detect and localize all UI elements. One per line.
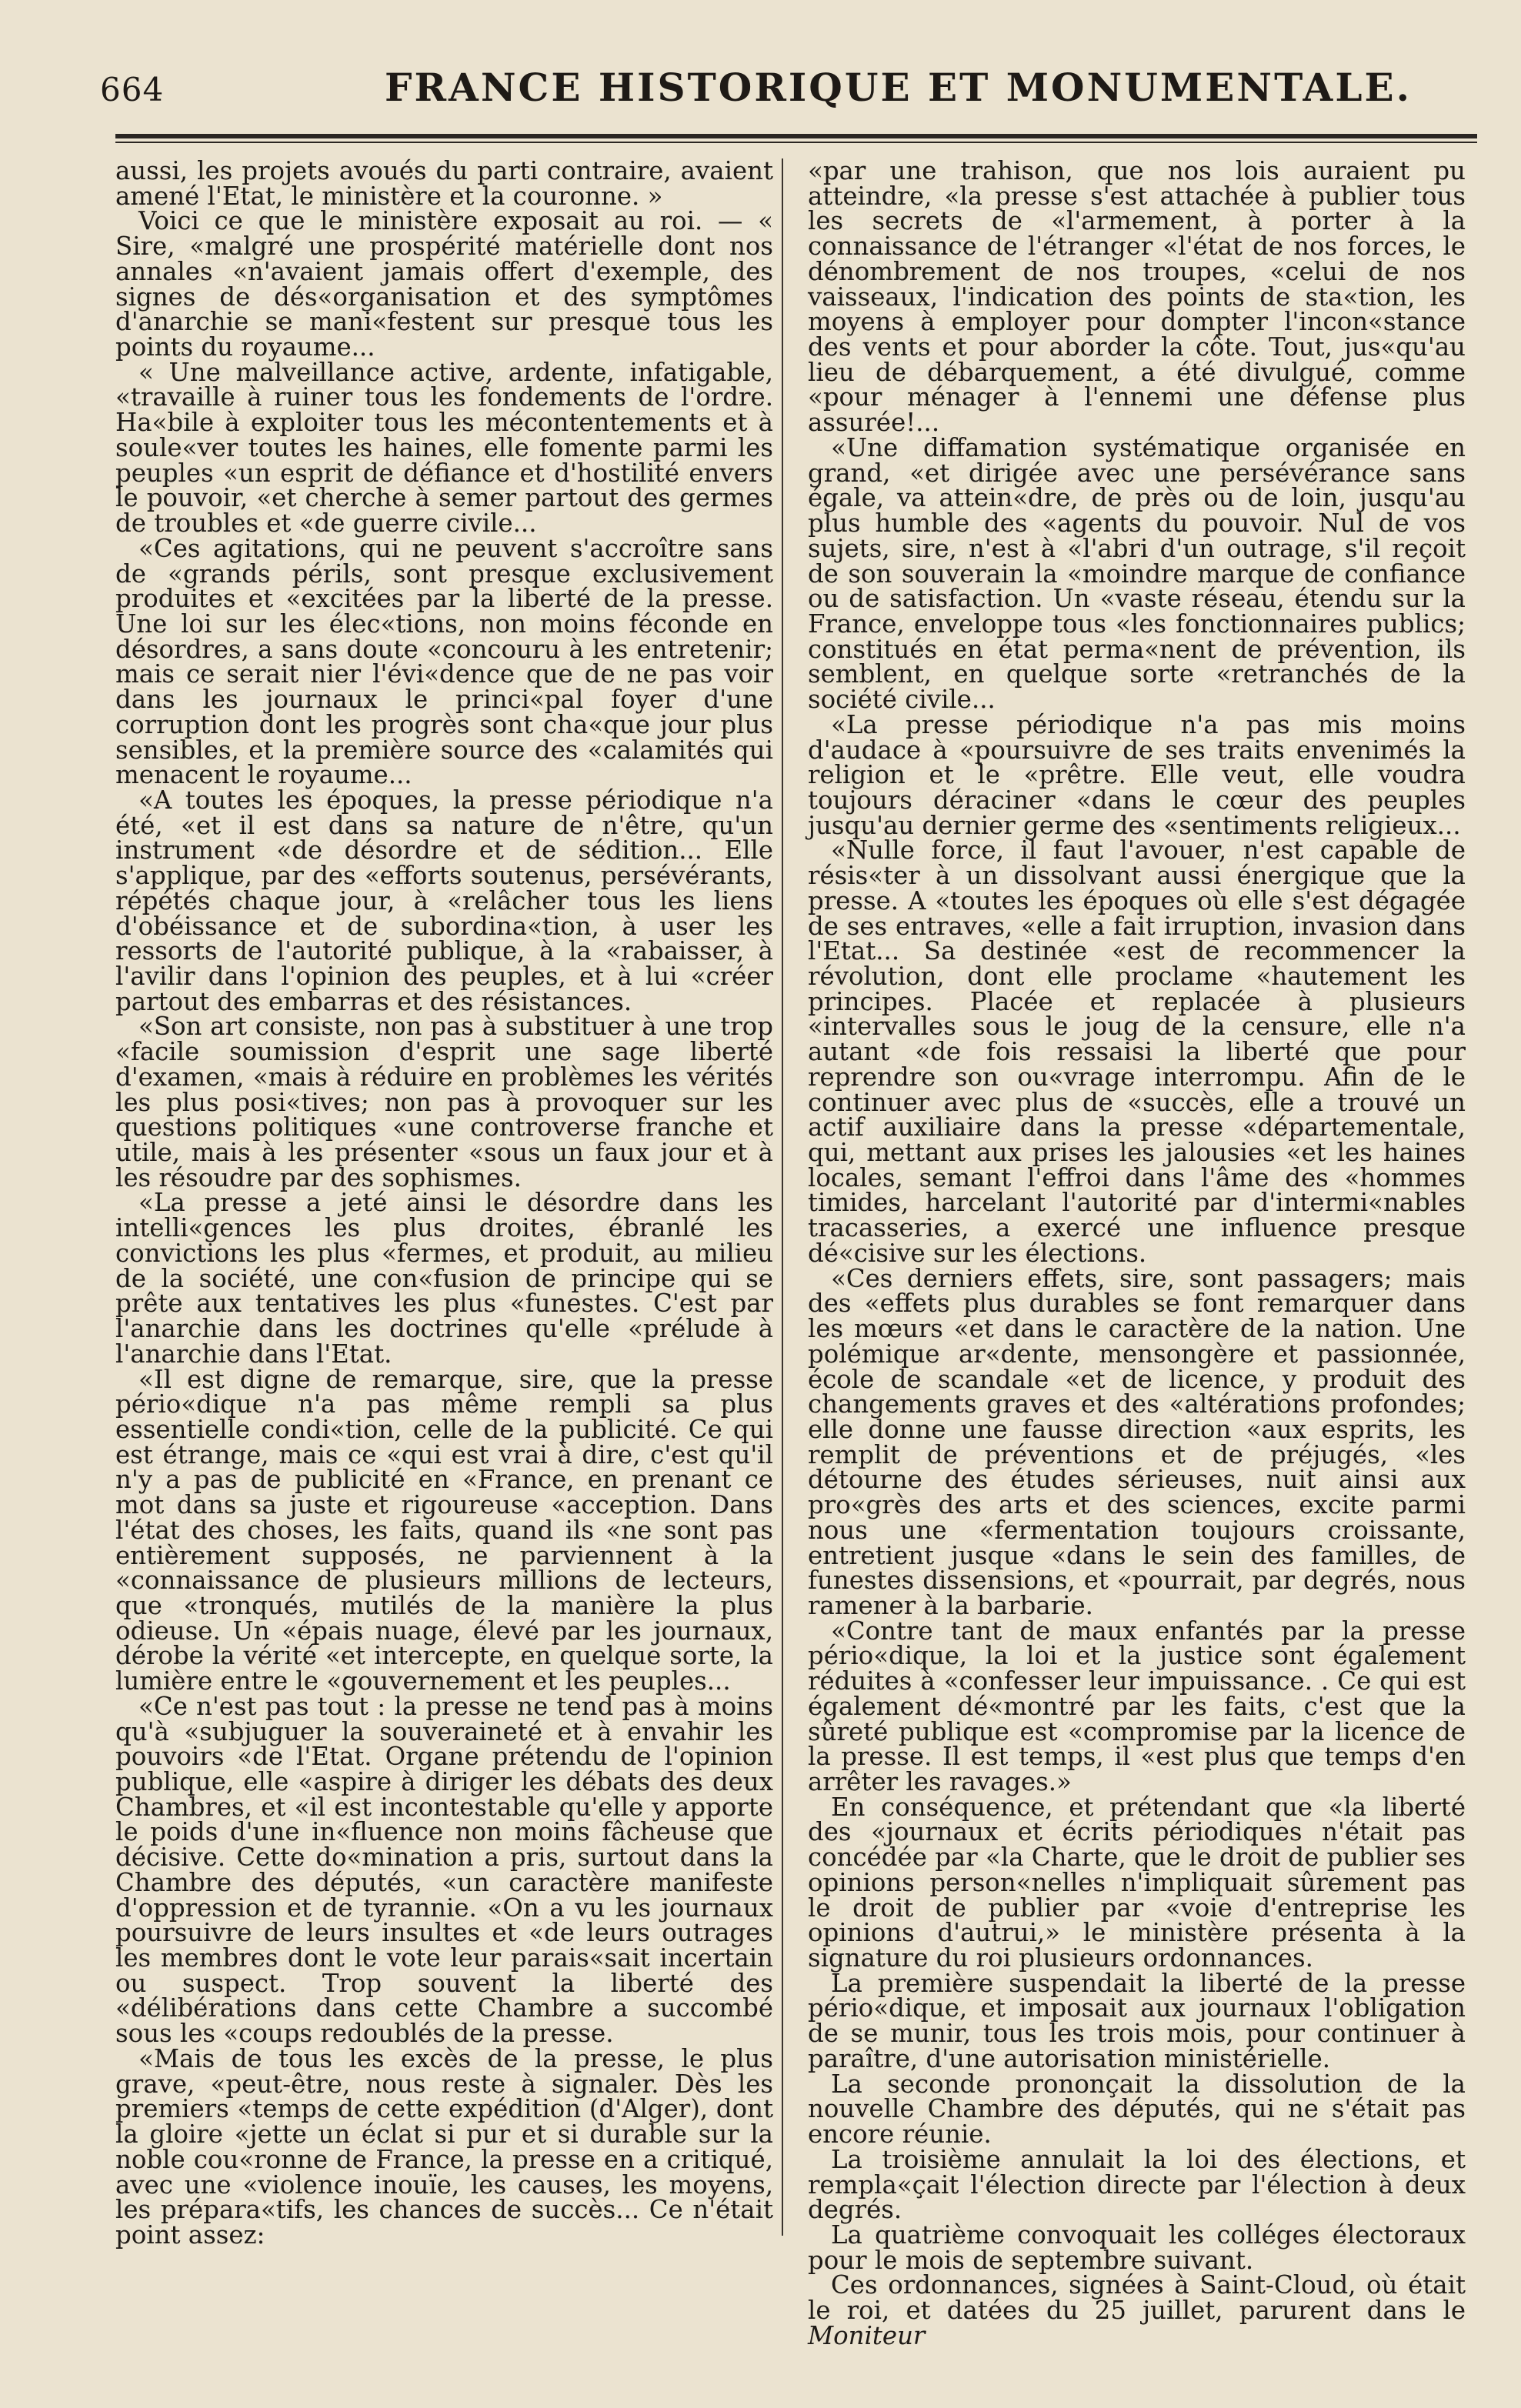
paragraph: Voici ce que le ministère exposait au roi. — « Sire, «malgré une prospérité matérielle dont nos annales «n'avaient jamais offert d'exemple, des signes de dés«organisation et des symptômes d'anarchie se mani«festent sur presque tous les points du royaume... — [115, 206, 773, 362]
paragraph: La quatrième convoquait les colléges électoraux pour le mois de septembre suivant. — [808, 2220, 1466, 2275]
paragraph: «La presse a jeté ainsi le désordre dans les intelli«gences les plus droites, ébranlé les convictions les plus «fermes, et produit, au milieu de la société, une con«fusion de principe qui se prête aux tentatives les plus «funestes. C'est par l'anarchie dans les doctrines qu'elle «prélude à l'anarchie dans l'Etat. — [115, 1188, 773, 1369]
paragraph: La première suspendait la liberté de la presse pério«dique, et imposait aux journaux l'obligation de se munir, tous les trois mois, pour continuer à paraître, d'une autorisation ministérielle. — [808, 1968, 1466, 2073]
paragraph: En conséquence, et prétendant que «la liberté des «journaux et écrits périodiques n'était pas concédée par «la Charte, que le droit de publier ses opinions person«nelles n'impliquait sûrement pas le droit de publier par «voie d'entreprise les opinions d'autrui,» le ministère présenta à la signature du roi plusieurs ordonnances. — [808, 1792, 1466, 1973]
header-rule-thick — [115, 134, 1477, 138]
paragraph: «Ce n'est pas tout : la presse ne tend pas à moins qu'à «subjuguer la souveraineté et à envahir les pouvoirs «de l'Etat. Organe prétendu de l'opinion publique, elle «aspire à diriger les débats des deux Chambres, et «il est incontestable qu'elle y apporte le poids d'une in«fluence non moins fâcheuse que décisive. Cette do«mination a pris, surtout dans la Chambre des députés, «un caractère manifeste d'oppression et de tyrannie. «On a vu les journaux poursuivre de leurs insultes et «de leurs outrages les membres dont le vote leur parais«sait incertain ou suspect. Trop souvent la liberté des «délibérations dans cette Chambre a succombé sous les «coups redoublés de la presse. — [115, 1691, 773, 2049]
paragraph: «Ces agitations, qui ne peuvent s'accroître sans de «grands périls, sont presque exclusivement produites et «excitées par la liberté de la presse. Une loi sur les élec«tions, non moins féconde en désordres, a sans doute «concouru à les entretenir; mais ce serait nier l'évi«dence que de ne pas voir dans les journaux le princi«pal foyer d'une corruption dont les progrès sont cha«que jour plus sensibles, et la première source des «calamités qui menacent le royaume... — [115, 533, 773, 790]
paragraph: «Contre tant de maux enfantés par la presse pério«dique, la loi et la justice sont également réduites à «confesser leur impuissance. . Ce qui est également dé«montré par les faits, c'est que la sûreté publique est «compromise par la licence de la presse. Il est temps, il «est plus que temps d'en arrêter les ravages.» — [808, 1616, 1466, 1796]
paragraph: «par une trahison, que nos lois auraient pu atteindre, «la presse s'est attachée à publier tous les secrets de «l'armement, à porter à la connaissance de l'étranger «l'état de nos forces, le dénombrement de nos troupes, «celui de nos vaisseaux, l'indication des points de sta«tion, les moyens à employer pour dompter l'incon«stance des vents et pour aborder la côte. Tout, jus«qu'au lieu de débarquement, a été divulgué, comme «pour ménager à l'ennemi une défense plus assurée!... — [808, 156, 1466, 438]
left-column — [115, 158, 773, 2248]
paragraph: «A toutes les époques, la presse périodique n'a été, «et il est dans sa nature de n'être, qu'un instrument «de désordre et de sédition... Elle s'applique, par des «efforts soutenus, persévérants, répétés chaque jour, à «relâcher tous les liens d'obéissance et de subordina«tion, à user les ressorts de l'autorité publique, à la «rabaisser, à l'avilir dans l'opinion des peuples, et à lui «créer partout des embarras et des résistances. — [115, 785, 773, 1016]
column-divider — [782, 158, 783, 2236]
paragraph: «Ces derniers effets, sire, sont passagers; mais des «effets plus durables se font remarquer dans les mœurs «et dans le caractère de la nation. Une polémique ar«dente, mensongère et passionnée, école de scandale «et de licence, y produit des changements graves et des «altérations profondes; elle donne une fausse direction «aux esprits, les remplit de préventions et de préjugés, «les détourne des études sérieuses, nuit ainsi aux pro«grès des arts et des sciences, excite parmi nous une «fermentation toujours croissante, entretient jusque «dans le sein des familles, de funestes dissensions, et «pourrait, par degrés, nous ramener à la barbarie. — [808, 1263, 1466, 1620]
paragraph: aussi, les projets avoués du parti contraire, avaient amené l'Etat, le ministère et la couronne. » — [115, 156, 773, 211]
paragraph-text: Ces ordonnances, signées à Saint-Cloud, où était le roi, et datées du 25 juillet, parurent dans le — [808, 2270, 1466, 2326]
page-number: 664 — [100, 71, 165, 108]
right-column — [808, 158, 1466, 2349]
paragraph: «Mais de tous les excès de la presse, le plus grave, «peut-être, nous reste à signaler. Dès les premiers «temps de cette expédition (d'Alger), dont la gloire «jette un éclat si pur et si durable sur la noble cou«ronne de France, la presse en a critiqué, avec une «violence inouïe, les causes, les moyens, les prépara«tifs, les chances de succès... Ce n'était point assez: — [115, 2043, 773, 2250]
paragraph: « Une malveillance active, ardente, infatigable, «travaille à ruiner tous les fondements de l'ordre. Ha«bile à exploiter tous les mécontentements et à soule«ver toutes les haines, elle fomente parmi les peuples «un esprit de défiance et d'hostilité envers le pouvoir, «et cherche à semer partout des germes de troubles et «de guerre civile... — [115, 357, 773, 539]
paragraph: «La presse périodique n'a pas mis moins d'audace à «poursuivre de ses traits envenimés la religion et le «prêtre. Elle veut, elle voudra toujours déraciner «dans le cœur des peuples jusqu'au dernier germe des «sentiments religieux... — [808, 709, 1466, 840]
header-rule-thin — [115, 142, 1477, 143]
paragraph: La troisième annulait la loi des élections, et rempla«çait l'élection directe par l'élection à deux degrés. — [808, 2144, 1466, 2225]
paragraph: «Il est digne de remarque, sire, que la presse pério«dique n'a pas même rempli sa plus essentielle condi«tion, celle de la publicité. Ce qui est étrange, mais ce «qui est vrai à dire, c'est qu'il n'y a pas de publicité en «France, en prenant ce mot dans sa juste et rigoureuse «acception. Dans l'état des choses, les faits, quand ils «ne sont pas entièrement supposés, ne parviennent à la «connaissance de plusieurs millions de lecteurs, que «tronqués, mutilés de la manière la plus odieuse. Un «épais nuage, élevé par les journaux, dérobe la vérité «et intercepte, en quelque sorte, la lumière entre le «gouvernement et les peuples... — [115, 1364, 773, 1696]
paragraph-last — [808, 2270, 1466, 2350]
paragraph: «Son art consiste, non pas à substituer à une trop «facile soumission d'esprit une sage liberté d'examen, «mais à réduire en problèmes les vérités les plus posi«tives; non pas à provoquer sur les questions politiques «une controverse franche et utile, mais à les présenter «sous un faux jour et à les résoudre par des sophismes. — [115, 1012, 773, 1192]
newspaper-title: Moniteur — [808, 2320, 926, 2350]
paragraph: La seconde prononçait la dissolution de la nouvelle Chambre des députés, qui ne s'était pas encore réunie. — [808, 2069, 1466, 2150]
running-title: FRANCE HISTORIQUE ET MONUMENTALE. — [385, 65, 1413, 110]
page-header — [0, 0, 1521, 138]
paragraph: «Une diffamation systématique organisée en grand, «et dirigée avec une persévérance sans égale, va attein«dre, de près ou de loin, jusqu'au plus humble des «agents du pouvoir. Nul de vos sujets, sire, n'est à «l'abri d'un outrage, s'il reçoit de son souverain la «moindre marque de confiance ou de satisfaction. Un «vaste réseau, étendu sur la France, enveloppe tous «les fonctionnaires publics; constitués en état perma«nent de prévention, ils semblent, en quelque sorte «retranchés de la société civile... — [808, 432, 1466, 715]
paragraph: «Nulle force, il faut l'avouer, n'est capable de résis«ter à un dissolvant aussi énergique que la presse. A «toutes les époques où elle s'est dégagée de ses entraves, «elle a fait irruption, invasion dans l'Etat... Sa destinée «est de recommencer la révolution, dont elle proclame «hautement les principes. Placée et replacée à plusieurs «intervalles sous le joug de la censure, elle n'a autant «de fois ressaisi la liberté que pour reprendre son ou«vrage interrompu. Afin de le continuer avec plus de «succès, elle a trouvé un actif auxiliaire dans la presse «départementale, qui, mettant aux prises les jalousies «et les haines locales, semant l'effroi dans l'âme des «hommes timides, harcelant l'autorité par d'intermi«nables tracasseries, a exercé une influence presque dé«cisive sur les élections. — [808, 835, 1466, 1268]
